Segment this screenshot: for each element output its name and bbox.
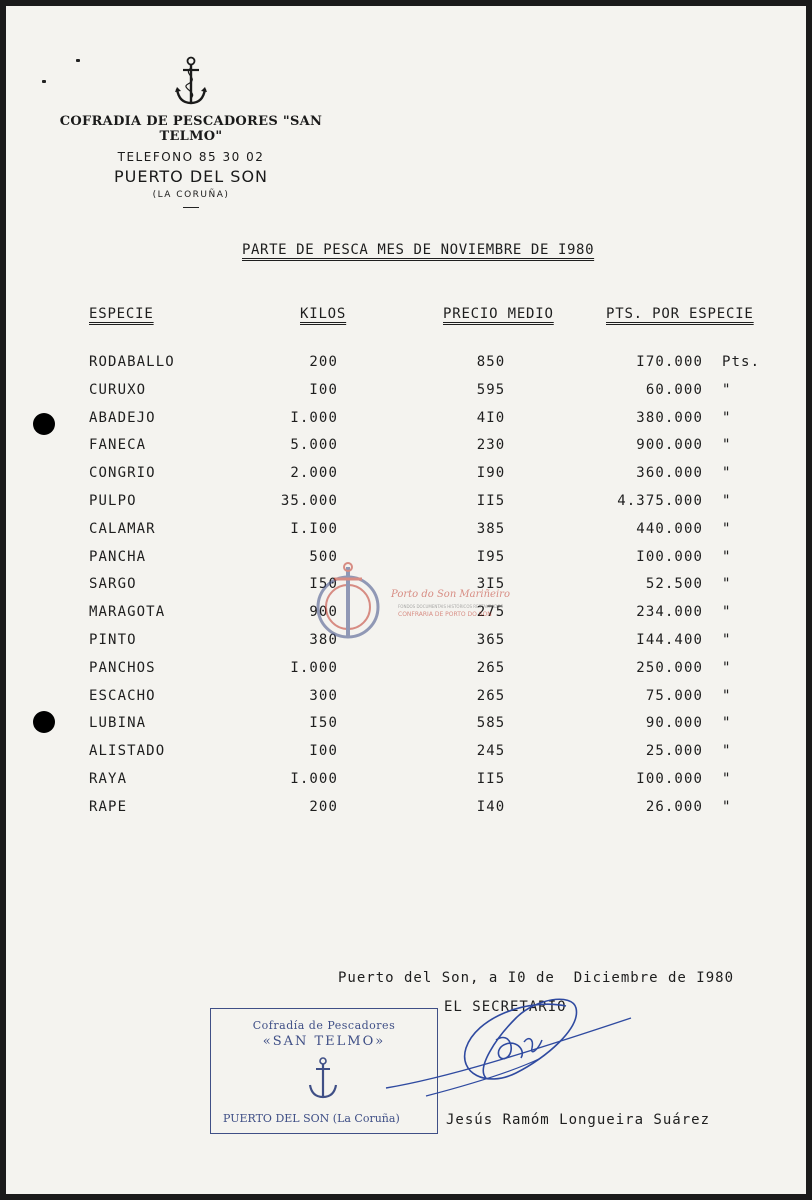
- watermark-title: Porto do Son Mariñeiro: [391, 589, 510, 600]
- species-cell: ALISTADO: [89, 743, 166, 760]
- table-row: [6, 771, 806, 793]
- price-cell: 365: [476, 632, 506, 648]
- total-cell: 52.500: [645, 576, 703, 593]
- kilos-cell: 2.000: [290, 465, 338, 482]
- table-row: [6, 493, 806, 515]
- kilos-cell: I50: [309, 576, 338, 593]
- place-and-date: Puerto del Son, a I0 de Diciembre de I980: [338, 970, 735, 986]
- table-row: [6, 354, 806, 376]
- species-cell: PINTO: [89, 632, 137, 648]
- kilos-cell: 900: [309, 604, 338, 621]
- table-row: [6, 521, 806, 543]
- price-cell: 230: [476, 437, 506, 454]
- price-cell: 4I0: [476, 409, 506, 426]
- unit-cell: ": [722, 715, 732, 732]
- unit-cell: ": [722, 437, 732, 454]
- total-cell: I70.000: [636, 354, 703, 370]
- column-header-species: ESPECIE: [89, 306, 154, 322]
- stamp-line-2: «SAN TELMO»: [262, 1034, 386, 1049]
- unit-cell: ": [722, 632, 732, 648]
- column-header-kilos: KILOS: [300, 306, 347, 322]
- species-cell: CONGRIO: [89, 465, 156, 482]
- price-cell: 3I5: [476, 576, 506, 593]
- unit-cell: ": [722, 381, 732, 398]
- price-cell: 385: [476, 520, 506, 537]
- kilos-cell: I.000: [290, 771, 338, 787]
- species-cell: CALAMAR: [89, 520, 156, 537]
- kilos-cell: I00: [309, 381, 338, 398]
- document-page: [6, 6, 806, 1194]
- unit-cell: ": [722, 576, 732, 593]
- price-cell: 265: [476, 687, 506, 704]
- handwritten-signature: [366, 978, 636, 1108]
- species-cell: LUBINA: [89, 715, 147, 732]
- unit-cell: ": [722, 743, 732, 760]
- species-cell: ESCACHO: [89, 687, 156, 704]
- price-cell: 265: [476, 659, 506, 676]
- species-cell: MARAGOTA: [89, 604, 166, 621]
- table-row: [6, 382, 806, 404]
- price-cell: II5: [476, 771, 506, 787]
- total-cell: 380.000: [636, 409, 703, 426]
- species-cell: PANCHA: [89, 548, 147, 565]
- stamp-anchor-icon: [306, 1057, 340, 1101]
- price-cell: 595: [476, 381, 506, 398]
- species-cell: RAPE: [89, 798, 128, 815]
- kilos-cell: I.000: [290, 409, 338, 426]
- table-row: [6, 660, 806, 682]
- watermark-subtitle: FONDOS DOCUMENTAIS HISTÓRICOS RESTAURADOS: [398, 604, 504, 609]
- total-cell: I00.000: [636, 771, 703, 787]
- total-cell: 26.000: [645, 798, 703, 815]
- anchor-icon: [174, 56, 208, 108]
- total-cell: I44.400: [636, 632, 703, 648]
- report-title: PARTE DE PESCA MES DE NOVIEMBRE DE I980: [242, 242, 595, 258]
- archive-watermark: [306, 559, 510, 649]
- total-cell: 440.000: [636, 520, 703, 537]
- total-cell: 25.000: [645, 743, 703, 760]
- kilos-cell: I50: [309, 715, 338, 732]
- table-row: [6, 688, 806, 710]
- species-cell: CURUXO: [89, 381, 147, 398]
- table-row: [6, 799, 806, 821]
- signatory-name: Jesús Ramóm Longueira Suárez: [446, 1112, 711, 1128]
- kilos-cell: 5.000: [290, 437, 338, 454]
- letterhead: [46, 56, 336, 208]
- species-cell: FANECA: [89, 437, 147, 454]
- price-cell: II5: [476, 493, 506, 509]
- price-cell: I95: [476, 548, 506, 565]
- species-cell: PANCHOS: [89, 659, 156, 676]
- letterhead-divider: [183, 207, 199, 208]
- total-cell: 360.000: [636, 465, 703, 482]
- signatory-role: EL SECRETARIO: [444, 999, 567, 1015]
- table-row: [6, 437, 806, 459]
- total-cell: 90.000: [645, 715, 703, 732]
- province-name: (LA CORUÑA): [152, 190, 230, 200]
- total-cell: 250.000: [636, 659, 703, 676]
- species-cell: PULPO: [89, 493, 137, 509]
- kilos-cell: 380: [309, 632, 338, 648]
- table-row: [6, 715, 806, 737]
- table-row: [6, 410, 806, 432]
- watermark-source: CONFRARIA DE PORTO DO SON: [398, 611, 492, 618]
- table-row: [6, 465, 806, 487]
- price-cell: 275: [476, 604, 506, 621]
- kilos-cell: I.000: [290, 659, 338, 676]
- unit-cell: ": [722, 771, 732, 787]
- column-header-price: PRECIO MEDIO: [443, 306, 554, 322]
- column-header-total: PTS. POR ESPECIE: [606, 306, 754, 322]
- unit-cell: ": [722, 493, 732, 509]
- price-cell: I40: [476, 798, 506, 815]
- total-cell: 75.000: [645, 687, 703, 704]
- kilos-cell: 35.000: [280, 493, 338, 509]
- total-cell: 900.000: [636, 437, 703, 454]
- unit-cell: ": [722, 687, 732, 704]
- unit-cell: ": [722, 604, 732, 621]
- price-cell: 850: [476, 354, 506, 370]
- stamp-line-3: PUERTO DEL SON (La Coruña): [223, 1112, 400, 1125]
- price-cell: I90: [476, 465, 506, 482]
- stamp-line-1: Cofradía de Pescadores: [252, 1019, 396, 1032]
- unit-cell: ": [722, 548, 732, 565]
- unit-cell: ": [722, 465, 732, 482]
- kilos-cell: 300: [309, 687, 338, 704]
- species-cell: ABADEJO: [89, 409, 156, 426]
- phone-number: TELEFONO 85 30 02: [117, 150, 265, 164]
- species-cell: RODABALLO: [89, 354, 175, 370]
- species-cell: SARGO: [89, 576, 137, 593]
- unit-cell: ": [722, 409, 732, 426]
- total-cell: I00.000: [636, 548, 703, 565]
- kilos-cell: 200: [309, 798, 338, 815]
- organization-name: COFRADIA DE PESCADORES "SAN TELMO": [59, 114, 323, 144]
- unit-cell: ": [722, 798, 732, 815]
- total-cell: 234.000: [636, 604, 703, 621]
- kilos-cell: I00: [309, 743, 338, 760]
- unit-cell: Pts.: [722, 354, 761, 370]
- species-cell: RAYA: [89, 771, 128, 787]
- table-row: [6, 743, 806, 765]
- unit-cell: ": [722, 659, 732, 676]
- total-cell: 60.000: [645, 381, 703, 398]
- port-name: PUERTO DEL SON: [113, 167, 269, 186]
- unit-cell: ": [722, 520, 732, 537]
- price-cell: 245: [476, 743, 506, 760]
- total-cell: 4.375.000: [617, 493, 703, 509]
- kilos-cell: 500: [309, 548, 338, 565]
- kilos-cell: 200: [309, 354, 338, 370]
- price-cell: 585: [476, 715, 506, 732]
- watermark-emblem-icon: [306, 559, 386, 649]
- kilos-cell: I.I00: [290, 520, 338, 537]
